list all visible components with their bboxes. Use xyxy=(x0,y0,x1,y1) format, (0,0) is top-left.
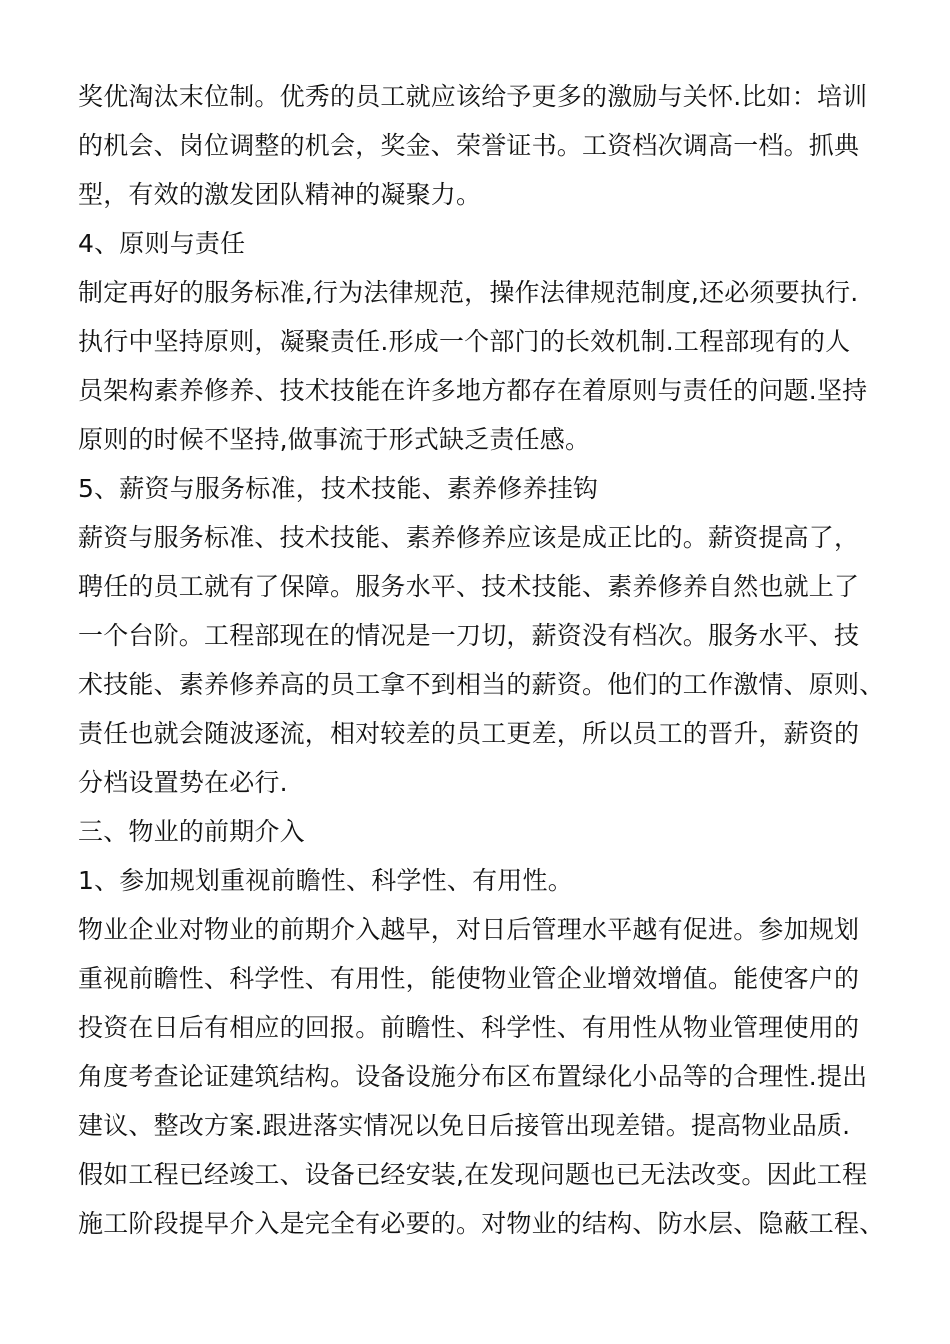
section-heading: 1、参加规划重视前瞻性、科学性、有用性。 xyxy=(78,866,573,895)
section-heading: 三、物业的前期介入 xyxy=(78,817,305,846)
text-line: 制定再好的服务标准,行为法律规范，操作法律规范制度,还必须要执行. xyxy=(78,278,859,307)
text-line: 责任也就会随波逐流，相对较差的员工更差，所以员工的晋升，薪资的 xyxy=(78,719,860,748)
text-line: 假如工程已经竣工、设备已经安装,在发现问题也已无法改变。因此工程 xyxy=(78,1160,868,1189)
text-line: 的机会、岗位调整的机会，奖金、荣誉证书。工资档次调高一档。抓典 xyxy=(78,131,860,160)
text-line: 角度考查论证建筑结构。设备设施分布区布置绿化小品等的合理性.提出 xyxy=(78,1062,868,1091)
text-line: 物业企业对物业的前期介入越早，对日后管理水平越有促进。参加规划 xyxy=(78,915,860,944)
text-line: 分档设置势在必行. xyxy=(78,768,288,797)
text-line: 执行中坚持原则，凝聚责任.形成一个部门的长效机制.工程部现有的人 xyxy=(78,327,851,356)
text-line: 施工阶段提早介入是完全有必要的。对物业的结构、防水层、隐蔽工程、 xyxy=(78,1209,885,1238)
text-line: 重视前瞻性、科学性、有用性，能使物业管企业增效增值。能使客户的 xyxy=(78,964,860,993)
text-line: 一个台阶。工程部现在的情况是一刀切，薪资没有档次。服务水平、技 xyxy=(78,621,860,650)
text-line: 投资在日后有相应的回报。前瞻性、科学性、有用性从物业管理使用的 xyxy=(78,1013,860,1042)
text-line: 型，有效的激发团队精神的凝聚力。 xyxy=(78,180,482,209)
text-line: 术技能、素养修养高的员工拿不到相当的薪资。他们的工作激情、原则、 xyxy=(78,670,885,699)
section-heading: 4、原则与责任 xyxy=(78,229,246,258)
text-line: 员架构素养修养、技术技能在许多地方都存在着原则与责任的问题.坚持 xyxy=(78,376,868,405)
text-line: 薪资与服务标准、技术技能、素养修养应该是成正比的。薪资提高了， xyxy=(78,523,860,552)
text-line: 原则的时候不坚持,做事流于形式缺乏责任感。 xyxy=(78,425,591,454)
section-heading: 5、薪资与服务标准，技术技能、素养修养挂钩 xyxy=(78,474,599,503)
text-line: 聘任的员工就有了保障。服务水平、技术技能、素养修养自然也就上了 xyxy=(78,572,860,601)
text-line: 奖优淘汰末位制。优秀的员工就应该给予更多的激励与关怀.比如：培训 xyxy=(78,82,868,111)
text-line: 建议、整改方案.跟进落实情况以免日后接管出现差错。提高物业品质. xyxy=(78,1111,851,1140)
